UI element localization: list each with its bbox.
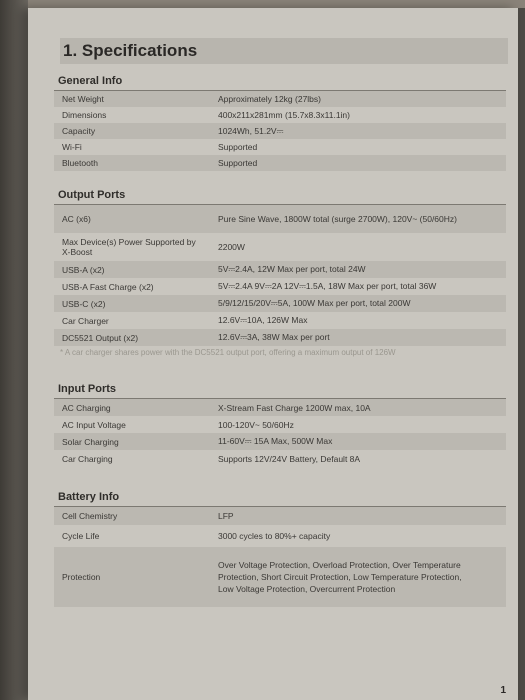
table-row xyxy=(54,329,506,346)
table-row xyxy=(54,295,506,312)
spec-key: AC (x6) xyxy=(62,214,91,224)
table-row xyxy=(54,139,506,155)
spec-key: Solar Charging xyxy=(62,436,119,447)
spec-value: LFP xyxy=(218,511,234,521)
table-row xyxy=(54,261,506,278)
spec-value: 11-60V⎓ 15A Max, 500W Max xyxy=(218,436,333,446)
table-row xyxy=(54,416,506,433)
footnote: * A car charger shares power with the DC5521 output port, offering a maximum output of 126W xyxy=(60,348,396,357)
spec-value: Supported xyxy=(218,158,258,168)
battery-info-section xyxy=(54,490,506,607)
output-ports-section xyxy=(54,188,506,360)
table-row xyxy=(54,123,506,139)
spec-value: 2200W xyxy=(218,242,245,252)
spec-value: 3000 cycles to 80%+ capacity xyxy=(218,531,331,541)
section-heading: Input Ports xyxy=(54,382,506,399)
table-row xyxy=(54,205,506,233)
spec-key: AC Charging xyxy=(62,402,111,413)
spec-key: Dimensions xyxy=(62,110,107,120)
spec-key: Protection xyxy=(62,572,101,582)
spec-value: Supports 12V/24V Battery, Default 8A xyxy=(218,453,361,464)
page-top-edge xyxy=(28,0,525,8)
spec-value: 5V⎓2.4A, 12W Max per port, total 24W xyxy=(218,264,366,274)
table-row xyxy=(54,91,506,107)
table-row xyxy=(54,507,506,525)
table-row xyxy=(54,450,506,467)
spec-key: Wi-Fi xyxy=(62,142,82,152)
section-heading: Output Ports xyxy=(54,188,506,205)
document-page xyxy=(28,8,518,700)
spec-key: Car Charger xyxy=(62,315,109,326)
table-row xyxy=(54,312,506,329)
table-row xyxy=(54,525,506,547)
spec-key: DC5521 Output (x2) xyxy=(62,332,139,343)
spec-key: USB-A (x2) xyxy=(62,264,105,275)
spec-key: USB-A Fast Charge (x2) xyxy=(62,281,154,292)
spec-key: Max Device(s) Power Supported by X-Boost xyxy=(62,237,196,257)
table-row xyxy=(54,155,506,171)
spec-value: 12.6V⎓3A, 38W Max per port xyxy=(218,332,330,342)
table-row xyxy=(54,547,506,607)
spec-value: 5V⎓2.4A 9V⎓2A 12V⎓1.5A, 18W Max per port, total 36W xyxy=(218,281,437,291)
spec-value: 100-120V~ 50/60Hz xyxy=(218,419,294,430)
spec-key: Net Weight xyxy=(62,94,104,104)
page-binding-shadow xyxy=(0,0,28,700)
table-row xyxy=(54,107,506,123)
spec-key: Capacity xyxy=(62,126,96,136)
spec-key: Bluetooth xyxy=(62,158,98,168)
spec-key: Car Charging xyxy=(62,453,113,464)
page-title: 1. Specifications xyxy=(60,38,508,64)
spec-value: 5/9/12/15/20V⎓5A, 100W Max per port, total 200W xyxy=(218,298,411,308)
spec-value: Over Voltage Protection, Overload Protection, Over Temperature Protection, Short Circuit Protection, Low Temperature Protection, Low Voltage Protection, Overcurrent Protection xyxy=(218,560,462,594)
spec-key: AC Input Voltage xyxy=(62,419,126,430)
spec-value: Pure Sine Wave, 1800W total (surge 2700W), 120V~ (50/60Hz) xyxy=(218,214,457,224)
section-heading: Battery Info xyxy=(54,490,506,507)
spec-value: 400x211x281mm (15.7x8.3x11.1in) xyxy=(218,110,350,120)
general-info-section xyxy=(54,74,506,171)
spec-key: USB-C (x2) xyxy=(62,298,106,309)
spec-key: Cell Chemistry xyxy=(62,511,118,521)
table-row xyxy=(54,433,506,450)
table-row xyxy=(54,399,506,416)
table-row xyxy=(54,233,506,261)
input-ports-section xyxy=(54,382,506,467)
spec-value: X-Stream Fast Charge 1200W max, 10A xyxy=(218,402,371,413)
page-number: 1 xyxy=(500,685,506,696)
spec-key: Cycle Life xyxy=(62,531,100,541)
spec-value: Approximately 12kg (27lbs) xyxy=(218,94,321,104)
spec-value: Supported xyxy=(218,142,258,152)
spec-value: 12.6V⎓10A, 126W Max xyxy=(218,315,308,325)
section-heading: General Info xyxy=(54,74,506,91)
table-row xyxy=(54,278,506,295)
spec-value: 1024Wh, 51.2V⎓ xyxy=(218,125,284,136)
